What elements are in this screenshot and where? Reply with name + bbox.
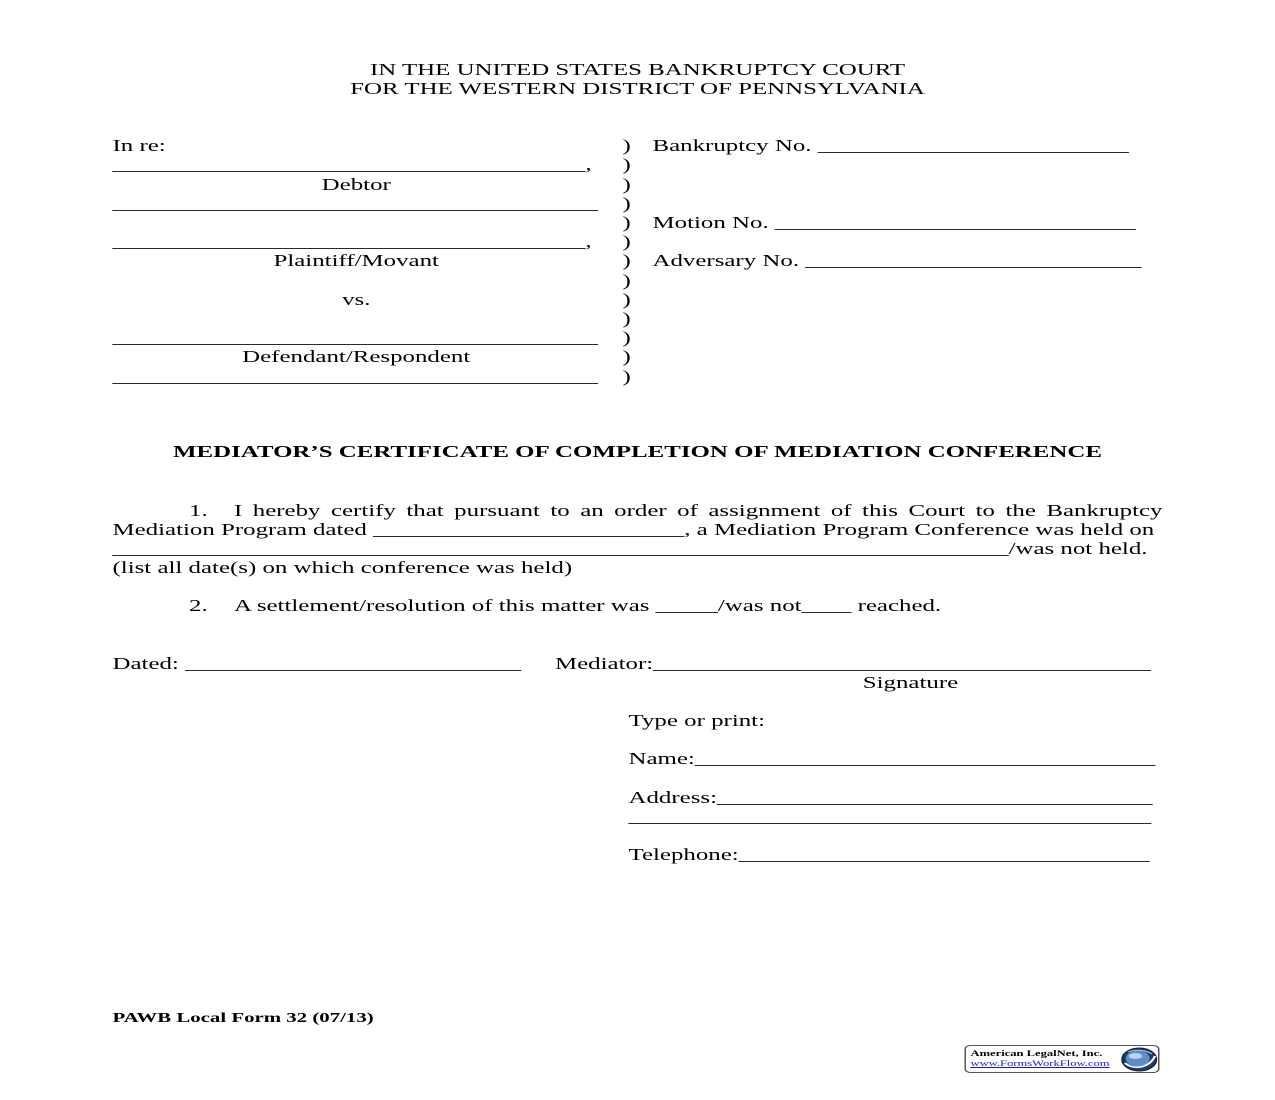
court-district: FOR THE WESTERN DISTRICT OF PENNSYLVANIA <box>350 79 925 98</box>
debtor-label: Debtor <box>321 174 391 194</box>
versus-label: vs. <box>342 289 371 309</box>
logo-website-link[interactable]: www.FormsWorkFlow.com <box>970 1059 1110 1068</box>
defendant-blank-line: _______________________________________ <box>112 327 598 347</box>
address-field-line-2: __________________________________________ <box>628 806 1152 826</box>
court-name: IN THE UNITED STATES BANKRUPTCY COURT <box>369 60 906 79</box>
caption-paren: ) <box>622 231 631 251</box>
form-code: PAWB Local Form 32 (07/13) <box>112 1011 374 1026</box>
paragraph-2-text: A settlement/resolution of this matter was _____/was not____ reached. <box>234 595 942 615</box>
paragraph-1-number: 1. <box>189 500 208 520</box>
caption-paren: ) <box>622 174 631 194</box>
document-title: MEDIATOR’S CERTIFICATE OF COMPLETION OF MEDIATION CONFERENCE <box>173 442 1102 461</box>
plaintiff-blank-line: ______________________________________, <box>112 231 592 251</box>
caption-paren: ) <box>622 346 631 366</box>
paragraph-2-number: 2. <box>189 595 208 615</box>
mediator-signature-field: Mediator:________________________________________ <box>555 653 1151 673</box>
globe-icon <box>1121 1047 1159 1072</box>
plaintiff-label: Plaintiff/Movant <box>273 250 439 270</box>
paragraph-1-line-3: ________________________________________________________________________/was not held. <box>112 538 1148 558</box>
paragraph-1-line-1: I hereby certify that pursuant to an order of assignment of this Court to the Bankruptcy <box>234 500 1163 520</box>
telephone-field: Telephone:_________________________________ <box>628 844 1150 864</box>
logo-company-name: American LegalNet, Inc. <box>970 1049 1103 1058</box>
caption-paren: ) <box>622 308 631 328</box>
caption-paren: ) <box>622 193 631 213</box>
caption-paren: ) <box>622 327 631 347</box>
caption-paren: ) <box>622 212 631 232</box>
bankruptcy-number-field: Bankruptcy No. _________________________ <box>652 135 1129 155</box>
caption-paren: ) <box>622 366 631 386</box>
motion-number-field: Motion No. _____________________________ <box>652 212 1136 232</box>
in-re-label: In re: <box>112 135 166 155</box>
address-field: Address:___________________________________ <box>628 787 1153 807</box>
dated-field: Dated: ___________________________ <box>112 653 522 673</box>
american-legalnet-logo <box>965 1045 1160 1073</box>
adversary-number-field: Adversary No. ___________________________ <box>652 250 1142 270</box>
name-field: Name:_____________________________________ <box>628 748 1156 768</box>
caption-blank-line: _______________________________________ <box>112 193 598 213</box>
paragraph-1-line-4: (list all date(s) on which conference was held) <box>112 557 573 577</box>
defendant-label: Defendant/Respondent <box>242 346 471 366</box>
type-or-print-label: Type or print: <box>628 710 766 730</box>
paragraph-1-line-2: Mediation Program dated _________________________, a Mediation Program Conference was held on <box>112 519 1155 539</box>
debtor-blank-line: ______________________________________, <box>112 154 592 174</box>
caption-paren: ) <box>622 135 631 155</box>
defendant-blank-line-2: _______________________________________ <box>112 366 598 386</box>
signature-label: Signature <box>862 672 959 692</box>
caption-paren: ) <box>622 154 631 174</box>
caption-paren: ) <box>622 270 631 290</box>
caption-paren: ) <box>622 289 631 309</box>
caption-paren: ) <box>622 250 631 270</box>
